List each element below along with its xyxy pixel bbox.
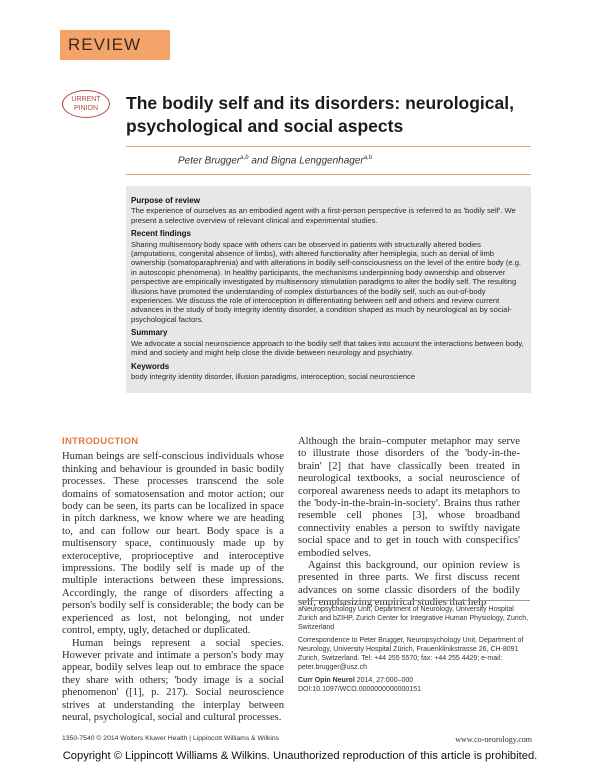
authors-rule [126, 174, 531, 175]
paragraph-4: Against this background, our opinion review is presented in three parts. We first discuss recent advances on some classic disorders of the bodily self, emphasizing empirical studies that help [298, 560, 520, 609]
journal-name: Curr Opin Neurol [298, 677, 355, 684]
paragraph-2: Human beings represent a social species. However private and intimate a person's body may appear, bodily selves leap out to embrace the space they share with others; 'body image is a social phenomenon' ([1], p. 217). Social neuroscience strives at understanding the interplay between neural, psychological, social and cultural processes. [62, 637, 284, 723]
keywords-text: body integrity identity disorder, illusion paradigms, interoception, social neuroscience [131, 371, 416, 381]
authors [178, 155, 372, 166]
article-title: The bodily self and its disorders: neurological, psychological and social aspects [126, 93, 514, 136]
abstract-box [126, 186, 531, 393]
author-conjunction: and Bigna Lenggenhager [248, 155, 364, 167]
paragraph-1: Human beings are self-conscious individuals whose thinking and behaviour is grounded in basic bodily processes. These processes transcend the sole domains of somatosensation and motor action; our body can be seen, its parts can be localized in space in pitch darkness, we know where we are heading to, and can follow our heart. Body space is a multisensory space, continuously made up by exteroceptive, proprioceptive and interoceptive impressions. The bodily self is made up of the multiple interactions between these impressions. Accordingly, the range of disorders affecting a person's bodily self is considerable; the body can be experienced as lost, not belonging, not under control, empty, ugly, detached or duplicated. [62, 451, 284, 637]
correspondence-text: Correspondence to Peter Brugger, Neuropsychology Unit, Department of Neurology, University Hospital Zürich, Frauenklinikstrasse 26, CH-8091 Zurich, Switzerland. Tel: +44 255 5570; fax: +44 255 4429; e-mail: peter.brugger@usz.ch [298, 637, 524, 671]
findings-text: Sharing multisensory body space with others can be observed in patients with structurally altered bodies (amputations, congenital absence of limbs), with altered functionality after hemiplegia, such as denial of limb ownership (somatoparaphrenia) and with alterations in bodily self-consciousness on the level of the entire body (e.g. in autoscopic phenomena). In healthy participants, the mechanisms underpinning body ownership and observer perspective are empirically investigated by multisensory stimulation paradigms to alter the bodily self. The resulting illusions have promoted the understanding of complex disturbances of the bodily self, such as out-of-body experiences. We discuss the role of interoception in differentiating between self and others and review current advances in the study of body integrity identity disorder, a condition shaped as much by neurological as by social-psychological factors. [131, 239, 522, 324]
paragraph-3: Although the brain–computer metaphor may serve to illustrate those disorders of the 'body-in-the-brain' [2] that have classically been treated in neurological textbooks, a social neuroscience of corporeal awareness needs to adapt its metaphors to the 'body-in-the-brain-in-society'. Brains thus rather resemble cell phones [3], whose broadband connectivity enables a person to swiftly navigate social space and to get in touch with conspecifics' embodied selves. [298, 436, 520, 559]
affiliations-block [298, 600, 530, 698]
logo-line2: PINION [73, 105, 99, 112]
purpose-text: The experience of ourselves as an embodied agent with a first-person perspective is referred to as 'bodily self'. We present a selective overview of relevant clinical and experimental studies. [131, 206, 516, 225]
body-column-left [62, 436, 284, 724]
summary-text: We advocate a social neuroscience approach to the bodily self that takes into account the interactions between body, mind and society and might help close the divide between neurology and psychiatry. [131, 338, 524, 358]
journal-website-link[interactable]: www.co-neurology.com [455, 735, 532, 744]
findings-heading: Recent findings [131, 229, 192, 239]
journal-volume: 2014, 27:000–000 [354, 677, 414, 684]
journal-citation [298, 676, 530, 685]
footer-issn: 1350-7540 © 2014 Wolters Kluwer Health | Lippincott Williams & Wilkins [62, 735, 280, 742]
title-rule [126, 146, 531, 147]
keywords-heading: Keywords [131, 361, 170, 371]
affiliation-text: aNeuropsychology Unit, Department of Neurology, University Hospital Zurich and bZIHP, Zurich Center for Integrative Human Physiology, Zurich, Switzerland [298, 606, 529, 631]
review-tag: REVIEW [60, 30, 170, 60]
copyright-notice: Copyright © Lippincott Williams & Wilkins. Unauthorized reproduction of this article is prohibited. [62, 750, 538, 762]
current-opinion-logo [62, 90, 110, 118]
author-1: Peter Brugger [178, 155, 241, 167]
summary-heading: Summary [131, 328, 168, 338]
author-1-affil: a,b [240, 155, 249, 161]
logo-line1: URRENT [71, 96, 101, 103]
author-2-affil: a,b [363, 155, 373, 161]
doi-text: DOI:10.1097/WCO.0000000000000151 [298, 686, 421, 693]
body-column-right [298, 436, 520, 610]
introduction-heading: INTRODUCTION [62, 436, 139, 447]
purpose-heading: Purpose of review [131, 196, 200, 205]
